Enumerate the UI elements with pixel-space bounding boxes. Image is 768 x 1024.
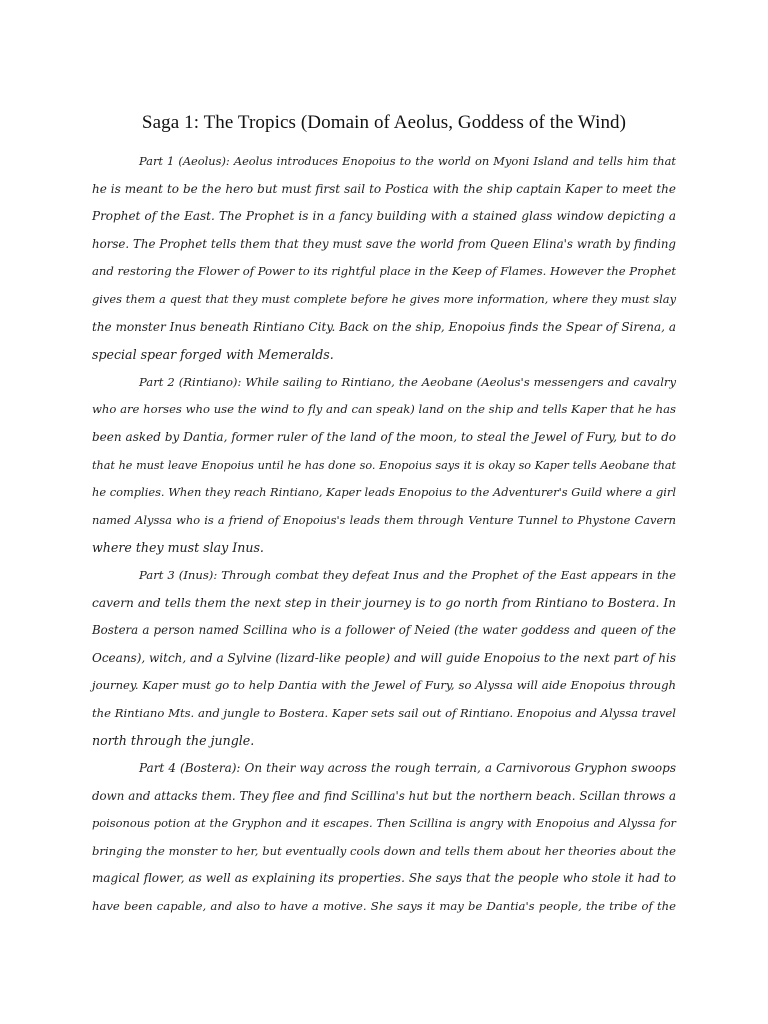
text-line: the Rintiano Mts. and jungle to Bostera. Kaper sets sail out of Rintiano. Enopoius and Alyssa travel xyxy=(92,705,676,720)
text-line: and restoring the Flower of Power to its rightful place in the Keep of Flames. However the Prophet xyxy=(92,264,676,279)
text-line: magical flower, as well as explaining its properties. She says that the people who stole it had to xyxy=(92,871,676,886)
document-title: Saga 1: The Tropics (Domain of Aeolus, Goddess of the Wind) xyxy=(141,112,627,133)
text-line: Oceans), witch, and a Sylvine (lizard-like people) and will guide Enopoius to the next part of his xyxy=(92,650,676,665)
text-line: special spear forged with Memeralds. xyxy=(92,347,334,363)
document-body xyxy=(92,148,676,921)
text-line: have been capable, and also to have a motive. She says it may be Dantia's people, the tribe of the xyxy=(92,899,676,914)
text-line: cavern and tells them the next step in their journey is to go north from Rintiano to Bostera. In xyxy=(92,595,676,610)
text-line: who are horses who use the wind to fly and can speak) land on the ship and tells Kaper that he has xyxy=(92,402,676,417)
text-line: he is meant to be the hero but must first sail to Postica with the ship captain Kaper to meet the xyxy=(92,181,676,196)
text-line: bringing the monster to her, but eventually cools down and tells them about her theories about the xyxy=(92,843,676,858)
text-line: been asked by Dantia, former ruler of the land of the moon, to steal the Jewel of Fury, but to do xyxy=(92,429,676,444)
text-line: journey. Kaper must go to help Dantia with the Jewel of Fury, so Alyssa will aide Enopoius through xyxy=(92,678,676,693)
text-line: poisonous potion at the Gryphon and it escapes. Then Scillina is angry with Enopoius and Alyssa for xyxy=(92,816,676,831)
text-line: Part 3 (Inus): Through combat they defeat Inus and the Prophet of the East appears in the xyxy=(139,567,676,582)
text-line: he complies. When they reach Rintiano, Kaper leads Enopoius to the Adventurer's Guild where a girl xyxy=(92,485,676,500)
text-line: Part 2 (Rintiano): While sailing to Rintiano, the Aeobane (Aeolus's messengers and cavalry xyxy=(139,374,676,389)
text-line: where they must slay Inus. xyxy=(92,540,264,556)
text-line: Bostera a person named Scillina who is a follower of Neied (the water goddess and queen of the xyxy=(92,623,676,638)
text-line: down and attacks them. They flee and find Scillina's hut but the northern beach. Scillan throws a xyxy=(92,788,676,803)
text-line: Prophet of the East. The Prophet is in a fancy building with a stained glass window depicting a xyxy=(92,209,676,224)
text-line: gives them a quest that they must complete before he gives more information, where they must slay xyxy=(92,291,676,306)
text-line: horse. The Prophet tells them that they must save the world from Queen Elina's wrath by finding xyxy=(92,236,676,251)
text-line: named Alyssa who is a friend of Enopoius's leads them through Venture Tunnel to Phystone Cavern xyxy=(92,512,676,527)
text-line: Part 1 (Aeolus): Aeolus introduces Enopoius to the world on Myoni Island and tells him that xyxy=(139,154,676,168)
text-line: that he must leave Enopoius until he has done so. Enopoius says it is okay so Kaper tells Aeobane that xyxy=(92,458,676,472)
text-line: north through the jungle. xyxy=(92,733,255,749)
text-line: the monster Inus beneath Rintiano City. Back on the ship, Enopoius finds the Spear of Sirena, a xyxy=(92,319,676,334)
text-line: Part 4 (Bostera): On their way across the rough terrain, a Carnivorous Gryphon swoops xyxy=(139,761,676,776)
